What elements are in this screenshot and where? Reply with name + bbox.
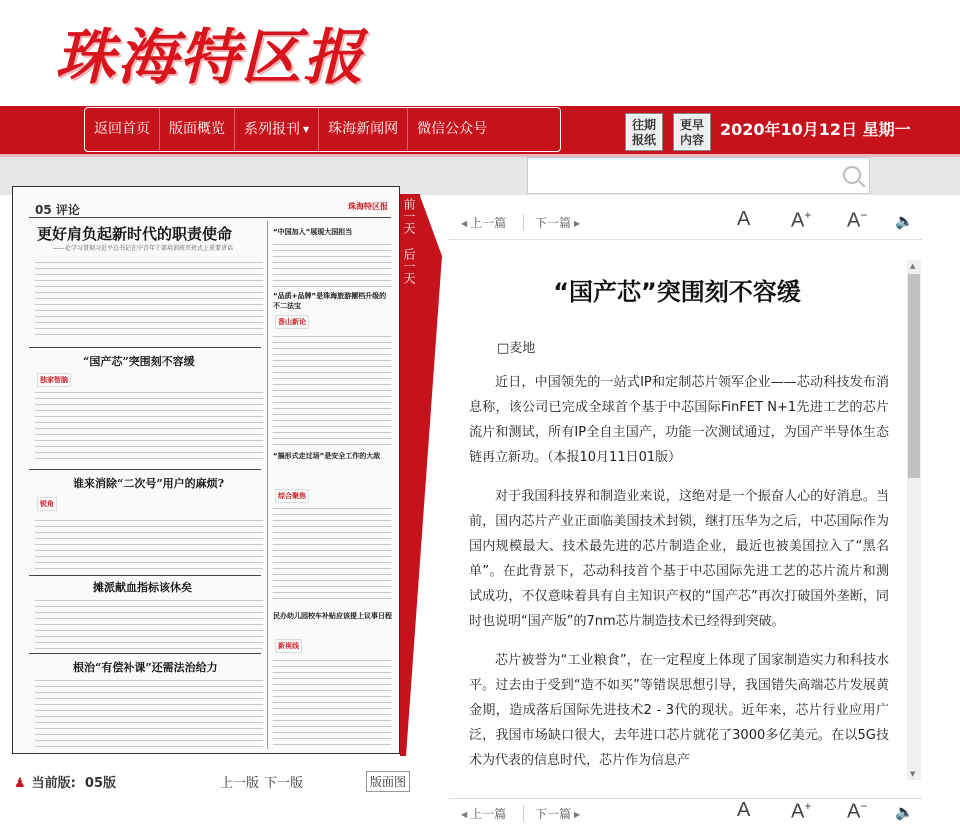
thumb-header: 05 评论 bbox=[35, 203, 80, 217]
article-paragraph: 近日，中国领先的一站式IP和定制芯片领军企业——芯动科技发布消息称，该公司已完成全球首个基于中芯国际FinFET N+1先进工艺的芯片流片和测试，所有IP全自主国产，功能一次测试通过，为国产半导体生态链再立新功。（本报10月11日01版） bbox=[469, 375, 889, 465]
thumb-headline-tutoring[interactable]: 根治“有偿补课”还需法治给力 bbox=[73, 661, 218, 674]
font-decrease-button[interactable]: A− bbox=[847, 208, 868, 232]
thumb-badge: 新视线 bbox=[275, 639, 302, 653]
article-body bbox=[469, 370, 889, 780]
pin-icon: ♟ bbox=[14, 776, 26, 791]
article-toolbar-top bbox=[449, 208, 922, 240]
edition-pager bbox=[220, 772, 308, 791]
next-article-button[interactable]: 下一篇 ▶ bbox=[535, 216, 581, 230]
thumb-main-sub: ——论学习贯彻习近平总书记在中青年干部培训班开班式上重要讲话 bbox=[53, 245, 234, 252]
font-default-button[interactable]: A bbox=[737, 208, 751, 230]
thumb-header-brand: 珠海特区报 bbox=[348, 202, 388, 211]
thumb-text-block bbox=[35, 677, 263, 747]
article-paragraph: 对于我国科技界和制造业来说，这绝对是一个振奋人心的好消息。当前，国内芯片产业正面临美国技术封锁，继打压华为之后，中芯国际作为国内规模最大、技术最先进的芯片制造企业，最近也被美国拉入了“黑名单”。在此背景下，芯动科技首个基于中芯国际先进工艺的芯片流片和测试成功，不仅意味着具有自主知识产权的“国产芯”再次打破国外垄断，同时也说明“国产版”的7nm芯片制造技术已经得到突破。 bbox=[469, 489, 889, 629]
nav-overview[interactable]: 版面概览 bbox=[160, 107, 235, 152]
prev-article-button[interactable]: ◀ 上一篇 bbox=[461, 807, 507, 821]
article-scrollbar[interactable] bbox=[907, 260, 921, 780]
thumb-headline-chip[interactable]: “国产芯”突围刻不容缓 bbox=[83, 355, 195, 368]
scroll-down-icon[interactable]: ▼ bbox=[910, 770, 916, 778]
nav-series[interactable]: 系列报刊 ▼ bbox=[235, 107, 319, 152]
thumb-main-headline[interactable]: 更好肩负起新时代的职责使命 bbox=[37, 225, 233, 243]
prev-article-button[interactable]: ◀ 上一篇 bbox=[461, 216, 507, 230]
arrow-right-icon: ▶ bbox=[574, 810, 581, 819]
thumb-side-item[interactable]: “搞形式走过场”是安全工作的大敌 bbox=[273, 452, 381, 460]
thumb-badge: 独家智脑 bbox=[37, 373, 71, 387]
thumb-badge: 锐角 bbox=[37, 497, 57, 511]
divider bbox=[29, 347, 261, 348]
font-decrease-button[interactable]: A− bbox=[847, 799, 868, 823]
current-edition: ♟ 当前版: 05版 bbox=[14, 776, 117, 791]
thumb-text-block bbox=[35, 597, 263, 649]
thumb-side-item[interactable]: “品质+品牌”是珠海旅游擢档升级的不二法宝 bbox=[273, 292, 387, 310]
arrow-left-icon: ◀ bbox=[461, 219, 468, 228]
thumb-headline-blood[interactable]: 摊派献血指标该休矣 bbox=[93, 581, 192, 594]
thumb-text-block bbox=[273, 333, 391, 445]
scroll-up-icon[interactable]: ▲ bbox=[910, 262, 916, 270]
thumb-text-block bbox=[35, 259, 263, 339]
divider bbox=[523, 214, 524, 230]
layout-map-button[interactable]: 版面图 bbox=[366, 771, 410, 792]
thumb-badge: 香山新论 bbox=[275, 315, 309, 329]
speaker-icon[interactable]: 🔈 bbox=[895, 212, 914, 230]
divider bbox=[29, 653, 261, 654]
issue-date: 2020年10月12日 星期一 bbox=[720, 120, 911, 139]
nav-home[interactable]: 返回首页 bbox=[85, 107, 160, 152]
past-issues-button[interactable]: 往期报纸 bbox=[626, 114, 662, 150]
arrow-left-icon: ◀ bbox=[461, 810, 468, 819]
column-divider bbox=[267, 221, 268, 749]
divider bbox=[29, 217, 391, 218]
arrow-right-icon: ▶ bbox=[574, 219, 581, 228]
chevron-down-icon: ▼ bbox=[303, 125, 310, 134]
article-title: “国产芯”突围刻不容缓 bbox=[553, 278, 801, 306]
article-author: □麦地 bbox=[497, 341, 536, 356]
next-day-link[interactable]: 后一天 bbox=[400, 244, 420, 288]
search-input[interactable] bbox=[527, 157, 870, 194]
thumb-side-item[interactable]: 民办幼儿园校车补贴应该提上议事日程 bbox=[273, 612, 392, 620]
divider bbox=[29, 575, 261, 576]
search-icon[interactable] bbox=[843, 166, 861, 184]
thumb-text-block bbox=[273, 241, 391, 287]
divider bbox=[29, 469, 261, 470]
page-thumbnail[interactable] bbox=[12, 186, 400, 754]
thumb-text-block bbox=[35, 517, 263, 571]
next-edition-link[interactable]: 下一版 bbox=[264, 776, 304, 791]
scroll-thumb[interactable] bbox=[908, 274, 920, 478]
thumb-text-block bbox=[273, 657, 391, 747]
nav-news-site[interactable]: 珠海新闻网 bbox=[319, 107, 408, 152]
prev-day-link[interactable]: 前一天 bbox=[400, 194, 420, 238]
article-paragraph: 芯片被誉为“工业粮食”，在一定程度上体现了国家制造实力和科技水平。过去由于受到“造不如买”等错误思想引导，我国错失高端芯片发展黄金期，造成落后国际先进技术2 - 3代的现状。近年来，芯片行业应用广泛，我国市场缺口很大，去年进口芯片就花了3000多亿美元。在以5G技术为代表的信息时代，芯片作为信息产 bbox=[469, 653, 889, 768]
top-nav-bar bbox=[0, 106, 960, 154]
logo[interactable] bbox=[55, 6, 365, 93]
thumb-headline-number[interactable]: 谁来消除“二次号”用户的麻烦? bbox=[73, 477, 225, 490]
article bbox=[449, 260, 905, 780]
thumb-text-block bbox=[35, 389, 263, 463]
earlier-content-button[interactable]: 更早内容 bbox=[674, 114, 710, 150]
thumb-badge: 综合聚焦 bbox=[275, 489, 309, 503]
font-increase-button[interactable]: A+ bbox=[791, 208, 812, 232]
thumb-text-block bbox=[273, 505, 391, 601]
nav-wechat[interactable]: 微信公众号 bbox=[417, 121, 488, 137]
logo-text: 珠海特区报 bbox=[55, 23, 365, 93]
article-toolbar-bottom bbox=[449, 798, 922, 830]
thumb-side-item[interactable]: “中国加入”展现大国担当 bbox=[273, 228, 353, 236]
next-article-button[interactable]: 下一篇 ▶ bbox=[535, 807, 581, 821]
font-default-button[interactable]: A bbox=[737, 799, 751, 821]
speaker-icon[interactable]: 🔈 bbox=[895, 803, 914, 821]
prev-edition-link[interactable]: 上一版 bbox=[220, 776, 260, 791]
font-increase-button[interactable]: A+ bbox=[791, 799, 812, 823]
nav-menu bbox=[84, 107, 561, 152]
divider bbox=[523, 805, 524, 821]
